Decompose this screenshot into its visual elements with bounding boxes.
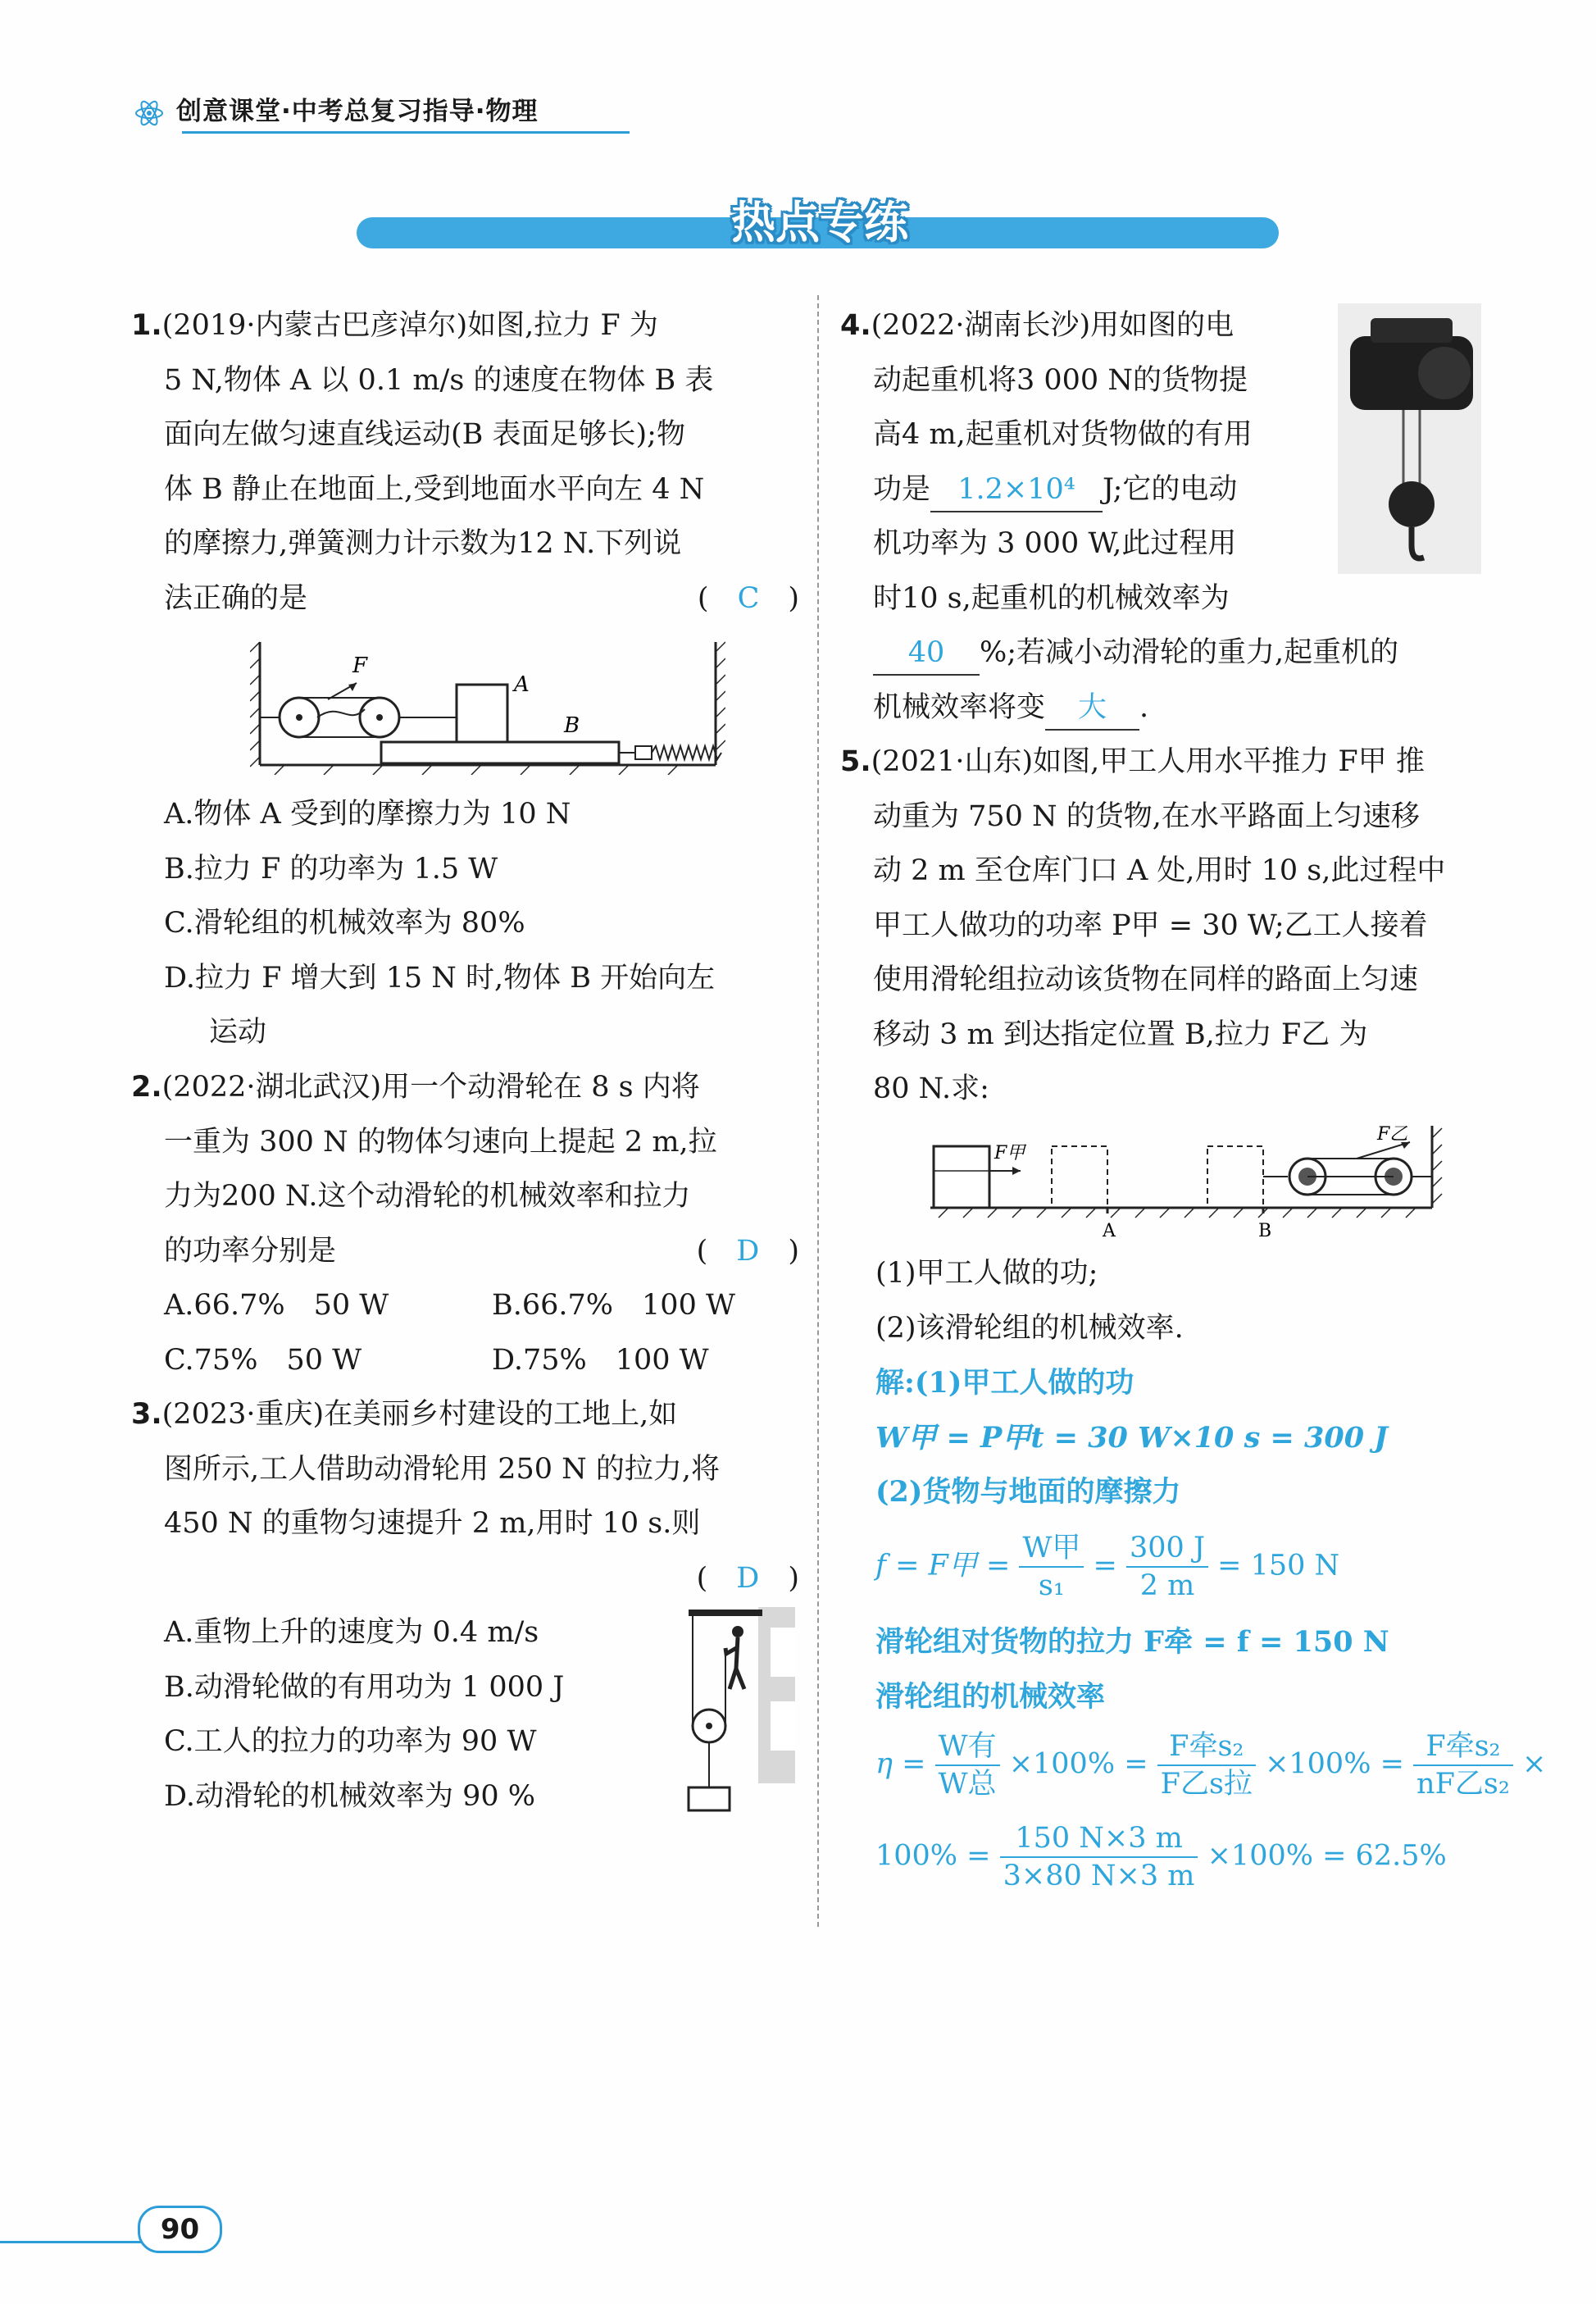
q5-line: 80 N.求: [873, 1072, 989, 1105]
q5-frac-num: F牵s₂ [1157, 1728, 1256, 1766]
q4-line: (2022·湖南长沙)用如图的电 [871, 309, 1235, 342]
q5-frac-den: F乙s拉 [1160, 1768, 1253, 1801]
q5-solution-line: 滑轮组对货物的拉力 F牵 = f = 150 N [875, 1625, 1389, 1659]
q2-line: 一重为 300 N 的物体匀速向上提起 2 m,拉 [164, 1125, 717, 1159]
q4-text: . [1139, 690, 1149, 724]
q5-solution-line: 滑轮组的机械效率 [875, 1679, 1106, 1714]
q5-sub-2: (2)该滑轮组的机械效率. [875, 1311, 1184, 1345]
q2-line: 的功率分别是 [164, 1234, 337, 1268]
q2-number: 2. [131, 1071, 162, 1104]
q5-eq-text: ×100% = [1265, 1747, 1404, 1781]
q4-line: 机功率为 3 000 W,此过程用 [873, 527, 1237, 560]
q5-frac-num: W有 [935, 1728, 1000, 1766]
q5-frac-den: 3×80 N×3 m [1003, 1860, 1195, 1892]
q4-line: 动起重机将3 000 N的货物提 [873, 363, 1248, 397]
q3-line: 图所示,工人借助动滑轮用 250 N 的拉力,将 [164, 1452, 721, 1486]
q3-option: B.动滑轮做的有用功为 1 000 J [164, 1670, 565, 1704]
q3-line: (2023·重庆)在美丽乡村建设的工地上,如 [161, 1398, 678, 1431]
header-title: 创意课堂·中考总复习指导·物理 [176, 97, 539, 126]
q1-options [131, 787, 799, 1060]
q3-options [131, 1605, 672, 1824]
q5-sub-1: (1)甲工人做的功; [875, 1257, 1098, 1290]
q4-text: 机械效率将变 [873, 690, 1046, 724]
q5-figure [930, 1122, 1443, 1245]
q5-final-equation [875, 1820, 1531, 1894]
q2-option: C.75% 50 W [164, 1343, 362, 1377]
q5-line: 动重为 750 N 的货物,在水平路面上匀速移 [873, 799, 1420, 833]
q5-line: 甲工人做功的功率 P甲 = 30 W;乙工人接着 [873, 908, 1428, 942]
q1-line: (2019·内蒙古巴彦淖尔)如图,拉力 F 为 [161, 309, 658, 342]
q1-option: D.拉力 F 增大到 15 N 时,物体 B 开始向左 [164, 961, 716, 995]
q1-line: 体 B 静止在地面上,受到地面水平向左 4 N [164, 472, 705, 506]
q1-fig-label-b: B [564, 713, 580, 738]
q5-fig-label-a: A [1103, 1221, 1116, 1241]
q5-line: (2021·山东)如图,甲工人用水平推力 F甲 推 [871, 745, 1425, 778]
q5-fig-label-fa: F甲 [994, 1143, 1025, 1163]
q5-eq-text: η = [875, 1747, 926, 1781]
q5-frac-num: F牵s₂ [1413, 1728, 1513, 1766]
q3-number: 3. [131, 1398, 162, 1431]
q2-option: A.66.7% 50 W [164, 1289, 389, 1322]
q1-figure [250, 635, 725, 775]
q4-blank-2: 40 [873, 631, 980, 676]
q5-line: 移动 3 m 到达指定位置 B,拉力 F乙 为 [873, 1018, 1368, 1051]
q4-blank-3: 大 [1045, 686, 1139, 731]
q4-text: 功是 [873, 472, 931, 506]
q5-friction-equation [875, 1530, 1531, 1604]
footer-line [0, 2241, 143, 2243]
q2-option: D.75% 100 W [492, 1343, 709, 1377]
q3-answer: D [736, 1561, 760, 1595]
q5-eq-text: f = F甲 = [875, 1549, 1011, 1582]
q5-fig-label-b: B [1258, 1221, 1272, 1241]
q3-option: D.动滑轮的机械效率为 90 % [164, 1779, 535, 1813]
q4-line: 高4 m,起重机对货物做的有用 [873, 418, 1253, 451]
q4-line: 时10 s,起重机的机械效率为 [873, 581, 1230, 615]
column-divider [817, 295, 819, 1927]
q2-answer: D [736, 1234, 760, 1268]
question-5 [840, 735, 1496, 1117]
q3-answer-bracket: ( D ) [696, 1561, 799, 1595]
q1-line: 面向左做匀速直线运动(B 表面足够长);物 [164, 418, 685, 451]
q5-eq-text: ×100% = 62.5% [1207, 1839, 1447, 1873]
q3-option: C.工人的拉力的功率为 90 W [164, 1725, 537, 1758]
q1-answer: C [737, 581, 760, 615]
q3-figure [680, 1603, 799, 1816]
question-4 [840, 298, 1496, 735]
section-title: 热点专练 [731, 197, 908, 248]
q5-eq-text: ×100% = [1008, 1747, 1148, 1781]
q5-eq-text: × [1522, 1747, 1547, 1781]
q1-option: 运动 [209, 1016, 267, 1049]
q2-answer-bracket: ( D ) [696, 1234, 799, 1268]
q1-option: C.滑轮组的机械效率为 80% [164, 907, 525, 940]
q4-text: J;它的电动 [1103, 472, 1238, 506]
q5-eq-text: = 150 N [1217, 1549, 1340, 1582]
q2-option: B.66.7% 100 W [492, 1289, 735, 1322]
q5-solution [875, 1356, 1531, 1520]
q2-line: (2022·湖北武汉)用一个动滑轮在 8 s 内将 [161, 1071, 700, 1104]
q5-solution-line: W甲 = P甲t = 30 W×10 s = 300 J [875, 1420, 1388, 1455]
header-underline [182, 131, 630, 134]
q3-line: 450 N 的重物匀速提升 2 m,用时 10 s.则 [164, 1507, 701, 1540]
q1-fig-label-a: A [514, 672, 530, 697]
q5-frac-num: 300 J [1126, 1530, 1208, 1568]
q5-subquestions [875, 1246, 1515, 1355]
q5-frac-num: W甲 [1019, 1530, 1084, 1568]
q5-eq-text: = [1093, 1549, 1117, 1582]
q4-number: 4. [840, 309, 871, 342]
q1-option: A.物体 A 受到的摩擦力为 10 N [164, 798, 571, 831]
q5-frac-den: s₁ [1038, 1569, 1065, 1602]
q5-frac-den: 2 m [1139, 1569, 1195, 1602]
q1-line: 的摩擦力,弹簧测力计示数为12 N.下列说 [164, 527, 682, 560]
q5-frac-den: W总 [938, 1768, 997, 1801]
q5-line: 使用滑轮组拉动该货物在同样的路面上匀速 [873, 963, 1419, 996]
question-1 [131, 298, 799, 626]
q5-solution-2 [875, 1615, 1531, 1724]
q5-number: 5. [840, 745, 871, 778]
question-2 [131, 1060, 799, 1387]
page-number: 90 [138, 2206, 222, 2253]
q5-frac-den: nF乙s₂ [1416, 1768, 1510, 1801]
q4-blank-1: 1.2×10⁴ [930, 468, 1103, 512]
q5-frac-num: 150 N×3 m [1000, 1820, 1198, 1858]
atom-logo-icon [134, 98, 164, 128]
q5-efficiency-equation [875, 1728, 1556, 1802]
q1-answer-bracket: ( C ) [697, 581, 799, 615]
question-3 [131, 1387, 799, 1605]
q5-fig-label-fb: F乙 [1377, 1124, 1408, 1145]
q1-line: 法正确的是 [164, 581, 308, 615]
q5-eq-text: 100% = [875, 1839, 991, 1873]
q3-option: A.重物上升的速度为 0.4 m/s [164, 1616, 539, 1649]
q4-text: %;若减小动滑轮的重力,起重机的 [980, 636, 1399, 669]
q5-solution-line: 解:(1)甲工人做的功 [875, 1366, 1134, 1400]
q1-number: 1. [131, 309, 162, 342]
q1-fig-label-f: F [352, 653, 368, 678]
q1-line: 5 N,物体 A 以 0.1 m/s 的速度在物体 B 表 [164, 363, 714, 397]
q2-line: 力为200 N.这个动滑轮的机械效率和拉力 [164, 1180, 691, 1213]
q1-option: B.拉力 F 的功率为 1.5 W [164, 852, 498, 886]
q5-solution-line: (2)货物与地面的摩擦力 [875, 1475, 1181, 1509]
q5-line: 动 2 m 至仓库门口 A 处,用时 10 s,此过程中 [873, 854, 1446, 887]
